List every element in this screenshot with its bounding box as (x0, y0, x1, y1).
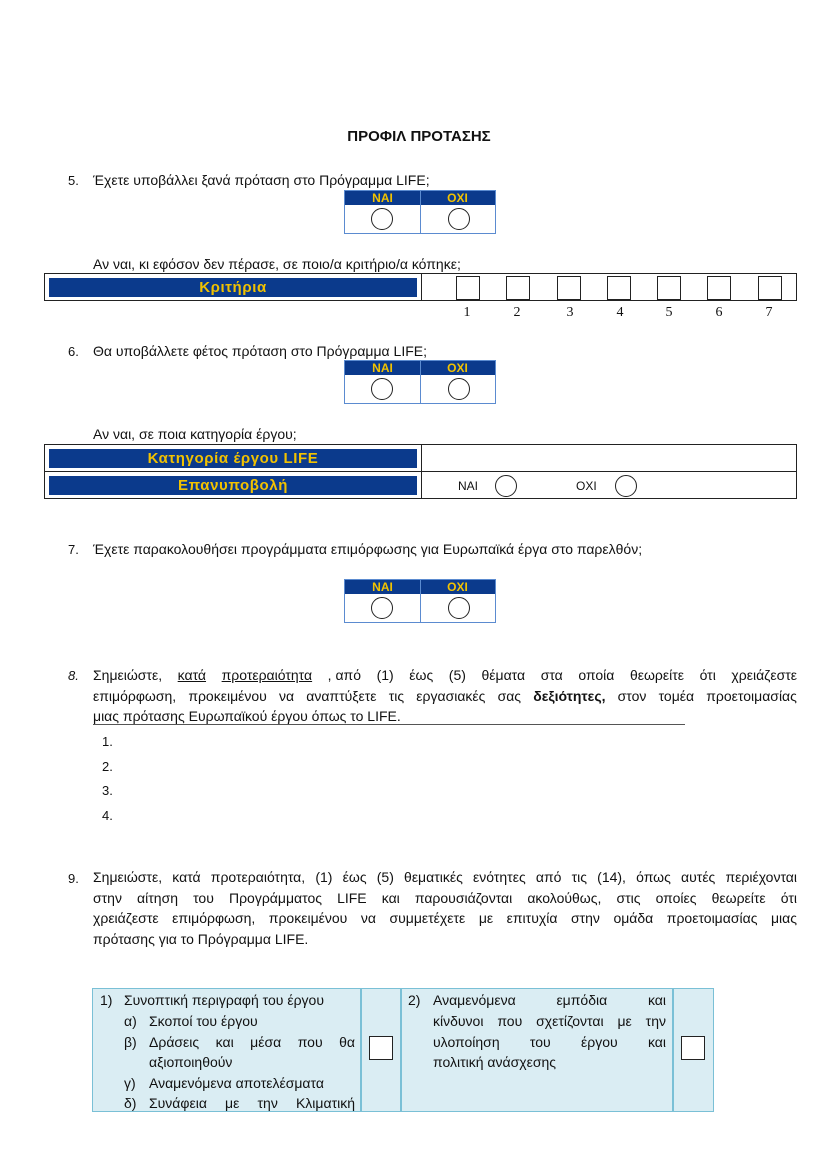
q8-word: δεξιότητες, (533, 687, 606, 704)
topic-1-checkbox[interactable] (369, 1036, 393, 1060)
criteria-number: 2 (513, 305, 521, 320)
criteria-checkbox-1[interactable] (456, 276, 480, 300)
topic-1-sub: αξιοποιηθούν (149, 1054, 233, 1070)
category-input[interactable] (424, 447, 794, 469)
yes-label: ΝΑΙ (372, 361, 393, 375)
criteria-checkbox-2[interactable] (506, 276, 530, 300)
q5-yes-no (344, 190, 496, 234)
topic-1-sub-mark: δ) (124, 1095, 137, 1111)
q9-line: χρειάζεστε επιμόρφωση, προκειμένου να συμμετέχετε με επιτυχία στην ομάδα προετοιμασίας μιας (93, 910, 797, 926)
topic-1-sub-mark: γ) (124, 1075, 136, 1091)
q5-yes-radio[interactable] (371, 208, 393, 230)
q8-line-2 (93, 686, 797, 707)
topics-table (92, 988, 714, 1112)
q8-word: στα (540, 667, 563, 683)
q8-word: τομέα (658, 687, 695, 704)
q8-word: τις (388, 687, 405, 704)
topic-2-number: 2) (408, 992, 421, 1008)
q8-word: προετοιμασίας (706, 687, 797, 704)
q8-word: θεωρείτε (629, 667, 685, 683)
q8-word: (1) (376, 667, 394, 683)
q9-text (93, 867, 797, 949)
q8-line-3: μιας πρότασης Ευρωπαϊκού έργου όπως το LIFE. (93, 708, 401, 724)
q9-line: Σημειώστε, κατά προτεραιότητα, (1) έως (5) θεματικές ενότητες από τις (14), όπως αυτές περιέχονται (93, 869, 797, 885)
q6-followup: Αν ναι, σε ποια κατηγορία έργου; (93, 426, 297, 442)
criteria-number: 7 (765, 305, 773, 320)
criteria-checkbox-6[interactable] (707, 276, 731, 300)
q8-word: οποία (578, 667, 615, 683)
resubmission-yes-radio[interactable] (495, 475, 517, 497)
priority-item-2: 2. (102, 759, 113, 774)
q5-number: 5. (68, 173, 79, 188)
q6-text: Θα υποβάλλετε φέτος πρόταση στο Πρόγραμμα LIFE; (93, 343, 427, 359)
q7-yes-no (344, 579, 496, 623)
page-title: ΠΡΟΦΙΛ ΠΡΟΤΑΣΗΣ (347, 128, 491, 145)
priority-item-3: 3. (102, 783, 113, 798)
topic-1-sub: Σκοποί του έργου (149, 1013, 258, 1029)
q8-word: έως (409, 667, 434, 683)
topic-1-title: Συνοπτική περιγραφή του έργου (124, 992, 324, 1008)
criteria-checkbox-7[interactable] (758, 276, 782, 300)
q8-word: ότι (699, 667, 716, 683)
topic-2-line: πολιτική ανάσχεσης (433, 1054, 556, 1070)
q8-word: Σημειώστε, (93, 667, 163, 683)
criteria-label: Κριτήρια (49, 278, 417, 297)
q8-line-1 (93, 665, 797, 686)
priority-item-4: 4. (102, 808, 113, 823)
q6-no-radio[interactable] (448, 378, 470, 400)
topic-1-number: 1) (100, 992, 113, 1008)
criteria-number: 5 (665, 305, 673, 320)
topic-2-line: Αναμενόμενα εμπόδια και (433, 992, 666, 1008)
resubmission-no-label: ΟΧΙ (576, 479, 597, 493)
q8-word: προκειμένου (188, 687, 267, 704)
q5-no-radio[interactable] (448, 208, 470, 230)
criteria-checkbox-3[interactable] (557, 276, 581, 300)
yes-label: ΝΑΙ (372, 191, 393, 205)
q6-yes-no (344, 360, 496, 404)
topic-1-sub-mark: α) (124, 1013, 137, 1029)
q8-word: εργασιακές (416, 687, 486, 704)
topic-2-line: κίνδυνοι που σχετίζονται με την (433, 1013, 666, 1029)
q9-number: 9. (68, 871, 79, 886)
criteria-row (44, 273, 797, 301)
topic-1-sub-mark: β) (124, 1034, 137, 1050)
q5-text: Έχετε υποβάλλει ξανά πρόταση στο Πρόγραμμα LIFE; (93, 172, 430, 188)
q8-word: θέματα (481, 667, 526, 683)
resubmission-no-radio[interactable] (615, 475, 637, 497)
yes-label: ΝΑΙ (372, 580, 393, 594)
q9-line: στην αίτηση του Προγράμματος LIFE και παρουσιάζονται ακολούθως, στις οποίες θεωρείτε ότι (93, 889, 797, 906)
topic-1-sub: Δράσεις και μέσα που θα (149, 1034, 355, 1050)
q8-word: κατά (177, 667, 207, 683)
criteria-number: 1 (463, 305, 471, 320)
q8-word: , από (327, 667, 361, 683)
q8-word: σας (497, 687, 522, 704)
q8-word: στον (617, 687, 647, 704)
topic-1-sub: Αναμενόμενα αποτελέσματα (149, 1075, 324, 1091)
q8-word: να (278, 687, 295, 704)
criteria-checkbox-5[interactable] (657, 276, 681, 300)
resubmission-label: Επανυποβολή (49, 476, 417, 495)
topic-2-line: υλοποίηση του έργου και (433, 1034, 666, 1050)
criteria-number: 6 (715, 305, 723, 320)
q7-yes-radio[interactable] (371, 597, 393, 619)
criteria-number: 4 (616, 305, 624, 320)
q8-word: επιμόρφωση, (93, 687, 177, 704)
category-label: Κατηγορία έργου LIFE (49, 449, 417, 468)
q8-word: χρειάζεστε (731, 667, 797, 683)
q5-followup: Αν ναι, κι εφόσον δεν πέρασε, σε ποιο/α κριτήριο/α κόπηκε; (93, 256, 461, 272)
q6-number: 6. (68, 344, 79, 359)
no-label: ΟΧΙ (447, 580, 468, 594)
q7-text: Έχετε παρακολουθήσει προγράμματα επιμόρφωσης για Ευρωπαϊκά έργα στο παρελθόν; (93, 541, 643, 557)
q7-number: 7. (68, 542, 79, 557)
no-label: ΟΧΙ (447, 361, 468, 375)
q8-word: αναπτύξετε (306, 687, 377, 704)
q8-text (93, 665, 797, 727)
category-table (44, 444, 797, 499)
no-label: ΟΧΙ (447, 191, 468, 205)
topic-2-checkbox[interactable] (681, 1036, 705, 1060)
topic-1-sub: Συνάφεια με την Κλιματική (149, 1095, 355, 1111)
resubmission-yes-label: ΝΑΙ (458, 479, 479, 493)
q9-line: πρότασης για το Πρόγραμμα LIFE. (93, 930, 309, 947)
q8-word: προτεραιότητα (221, 667, 313, 683)
priority-item-1: 1. (102, 734, 113, 749)
criteria-number: 3 (566, 305, 574, 320)
criteria-checkbox-4[interactable] (607, 276, 631, 300)
divider (93, 724, 685, 725)
q6-yes-radio[interactable] (371, 378, 393, 400)
q7-no-radio[interactable] (448, 597, 470, 619)
q8-number: 8. (68, 668, 79, 683)
q8-word: (5) (448, 667, 466, 683)
